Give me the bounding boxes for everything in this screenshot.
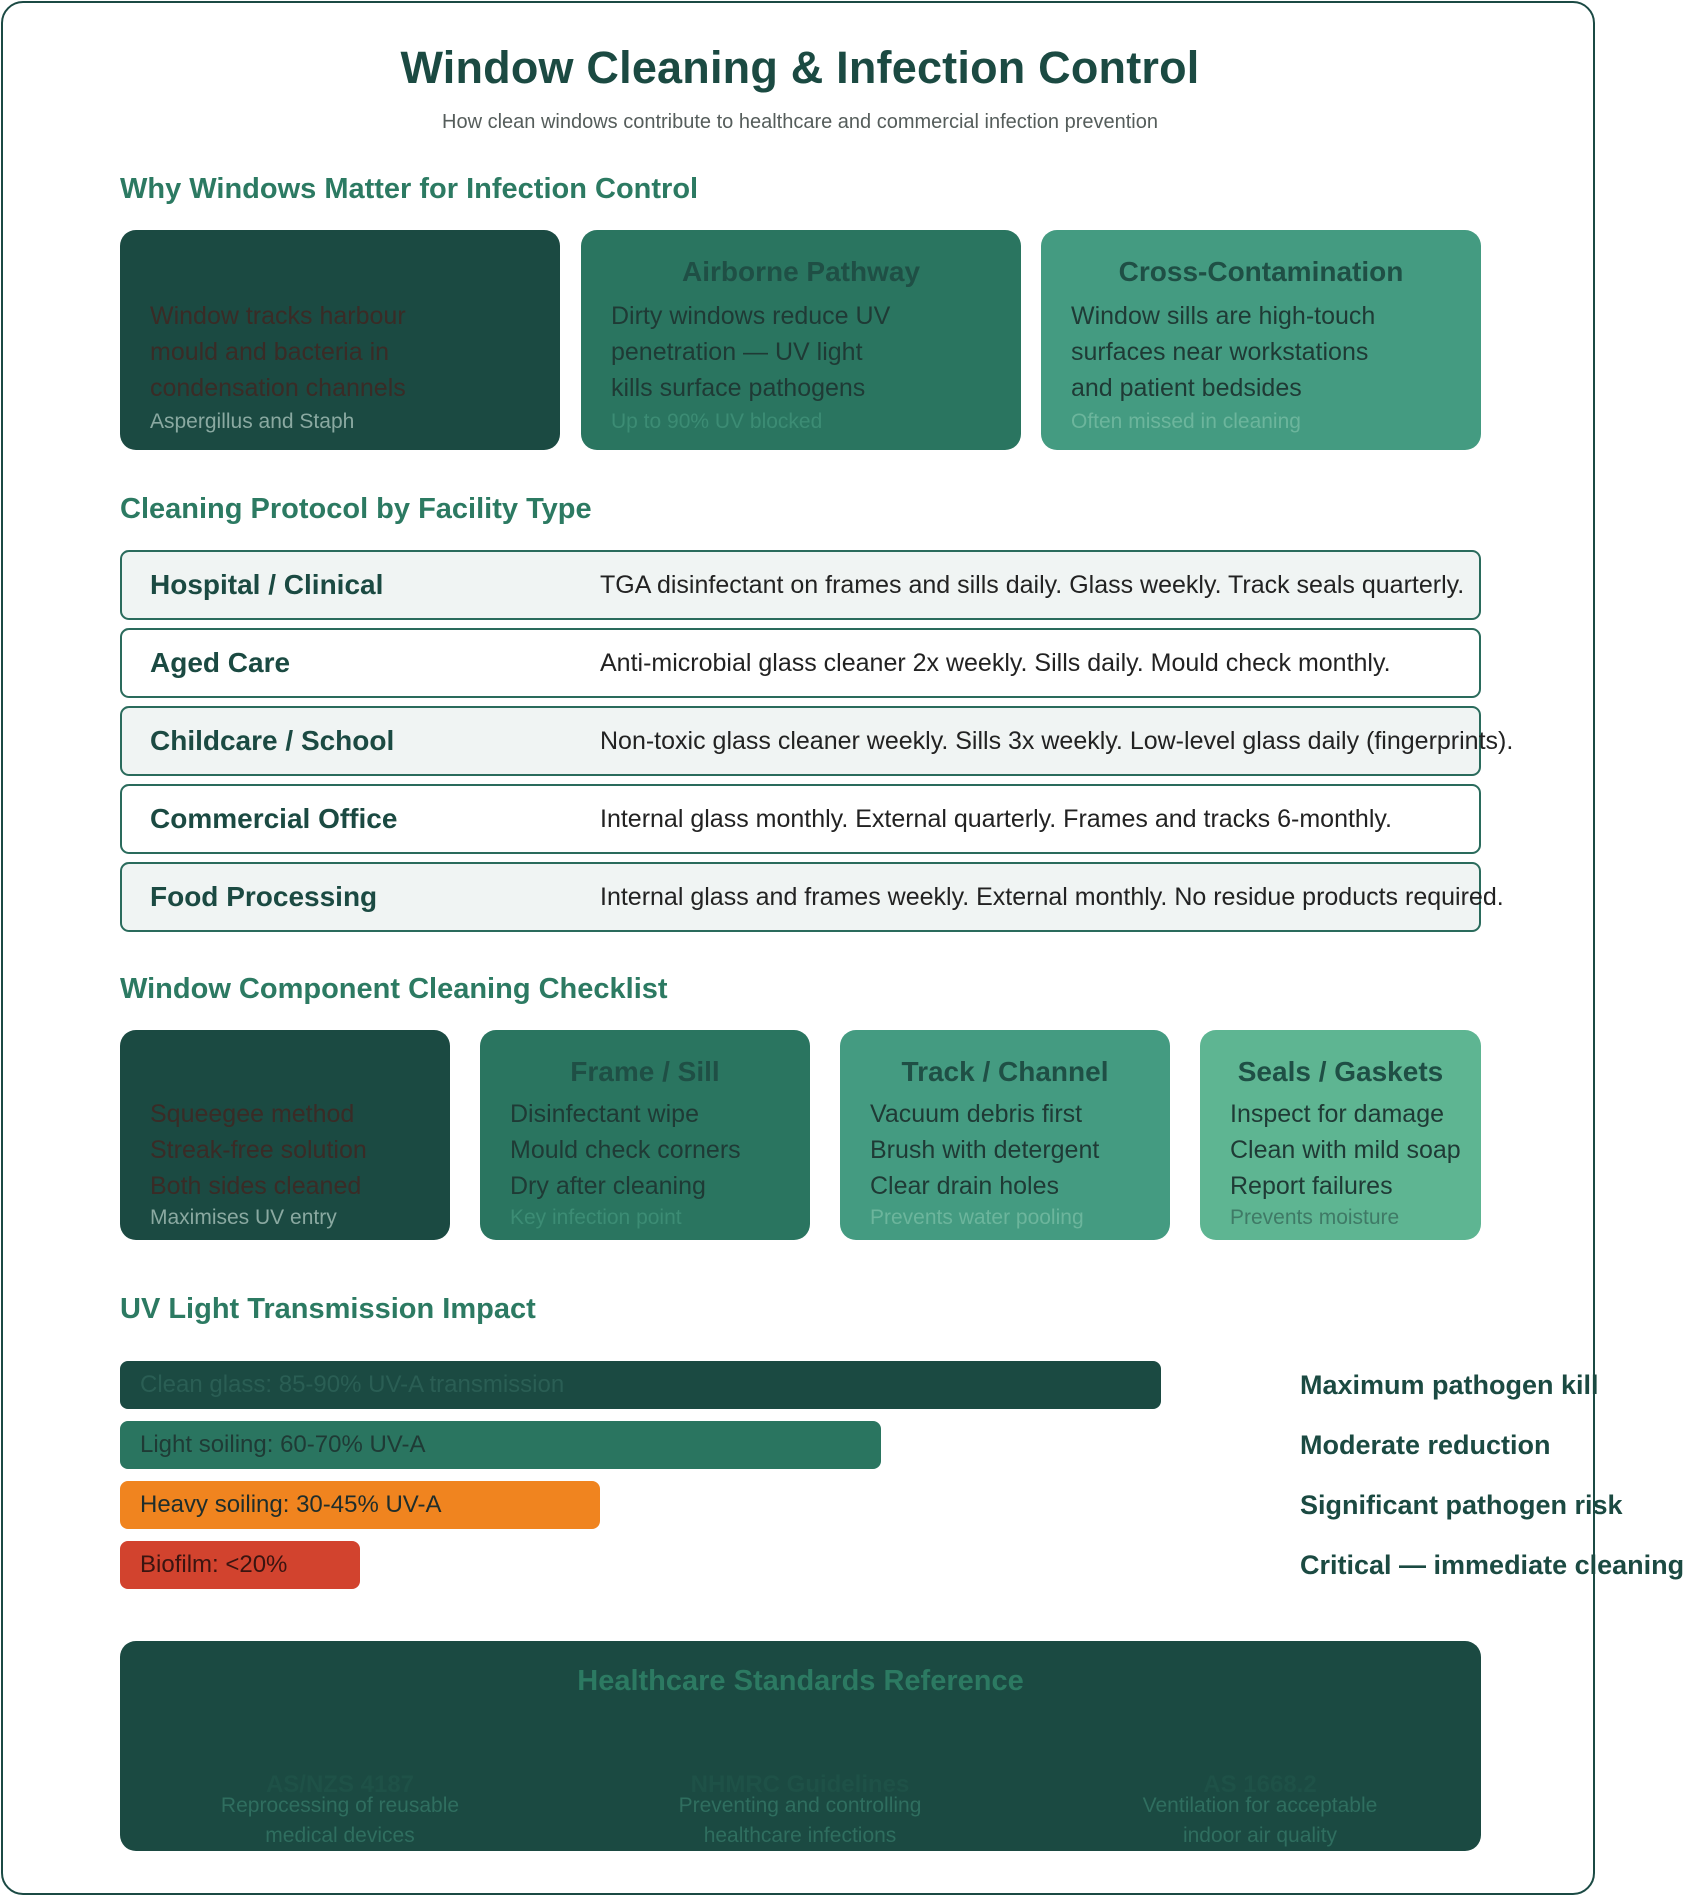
uv-impact-clean: Maximum pathogen kill [1300,1370,1599,1400]
checklist-card-note: Prevents water pooling [870,1206,1084,1229]
standard-description-line: healthcare infections [703,1824,897,1847]
uv-impact-biofilm: Critical — immediate cleaning [1300,1550,1684,1580]
why-card-line: penetration — UV light [611,338,863,366]
protocol-facility: Childcare / School [150,725,395,756]
section-title-why: Why Windows Matter for Infection Control [120,173,699,205]
standard-code: AS 1668.2 [1203,1771,1317,1798]
why-card-body [150,298,530,406]
checklist-card-title: Frame / Sill [570,1056,720,1087]
section-title-protocol: Cleaning Protocol by Facility Type [120,493,592,525]
why-card-note: Aspergillus and Staph [150,410,355,433]
checklist-item: Vacuum debris first [870,1100,1083,1128]
why-card-body [1071,298,1451,406]
standard-description-line: Preventing and controlling [678,1794,922,1817]
standard-item [170,1771,510,1851]
checklist-card-note: Key infection point [510,1206,682,1229]
uv-bar-biofilm: Biofilm: <20% [120,1541,360,1589]
uv-impact-light-soiling: Moderate reduction [1300,1430,1551,1460]
why-card-line: surfaces near workstations [1071,338,1369,366]
protocol-row-food [120,862,1504,932]
section-title-uv: UV Light Transmission Impact [120,1293,536,1325]
checklist-items [510,1096,780,1204]
checklist-item: Brush with detergent [870,1136,1100,1164]
why-card-airborne [581,230,1021,450]
checklist-card-frame-sill [480,1030,810,1240]
checklist-item: Clean with mild soap [1230,1136,1461,1164]
checklist-items [1230,1096,1461,1204]
standard-description [1090,1791,1430,1851]
standards-panel [120,1641,1481,1851]
protocol-facility: Hospital / Clinical [150,569,384,600]
protocol-row-hospital [120,550,1481,620]
uv-bar-heavy-soiling: Heavy soiling: 30-45% UV-A [120,1481,600,1529]
why-card-line: kills surface pathogens [611,374,866,402]
why-card-title: Airborne Pathway [681,256,921,287]
why-card-note: Up to 90% UV blocked [611,410,823,433]
why-card-body [611,298,991,406]
checklist-item: Both sides cleaned [150,1172,362,1200]
checklist-card-title [150,1052,420,1092]
why-card-line: and patient bedsides [1071,374,1302,402]
standard-code: AS/NZS 4187 [265,1771,415,1798]
checklist-items [870,1096,1140,1204]
standards-title: Healthcare Standards Reference [577,1665,1024,1697]
checklist-item: Squeegee method [150,1100,355,1128]
standard-item [1090,1771,1430,1851]
protocol-facility: Food Processing [150,881,378,912]
why-card-note: Often missed in cleaning [1071,410,1301,433]
why-card-title [150,252,530,292]
checklist-item: Dry after cleaning [510,1172,706,1200]
checklist-card-glass [120,1030,450,1240]
standard-item [630,1771,970,1851]
why-card-cross-contamination [1041,230,1481,450]
uv-impact-heavy-soiling: Significant pathogen risk [1300,1490,1623,1520]
checklist-card-note: Prevents moisture [1230,1206,1400,1229]
standard-description-line: medical devices [265,1824,415,1847]
standard-description-line: Reprocessing of reusable [220,1794,460,1817]
checklist-items [150,1096,420,1204]
standard-description [170,1791,510,1851]
standard-description-line: Ventilation for acceptable [1142,1794,1378,1817]
why-card-line: condensation channels [150,374,406,402]
why-card-title: Cross-Contamination [1118,256,1404,287]
why-card-line: Window sills are high-touch [1071,302,1376,330]
page-title: Window Cleaning & Infection Control [400,42,1200,93]
checklist-item: Disinfectant wipe [510,1100,699,1128]
checklist-item: Report failures [1230,1172,1393,1200]
protocol-description: TGA disinfectant on frames and sills daily. Glass weekly. Track seals quarterly. [600,571,1465,599]
checklist-card-note: Maximises UV entry [150,1206,337,1229]
why-card-line: mould and bacteria in [150,338,390,366]
uv-bar-light-soiling: Light soiling: 60-70% UV-A [120,1421,881,1469]
checklist-card-seals [1200,1030,1481,1240]
why-card-line: Window tracks harbour [150,302,406,330]
checklist-card-title: Track / Channel [901,1056,1109,1087]
standard-code: NHMRC Guidelines [690,1771,910,1798]
standard-description [630,1791,970,1851]
protocol-facility: Commercial Office [150,803,398,834]
checklist-card-track [840,1030,1170,1240]
protocol-description: Non-toxic glass cleaner weekly. Sills 3x weekly. Low-level glass daily (fingerprints). [600,727,1514,755]
section-title-checklist: Window Component Cleaning Checklist [120,973,668,1005]
protocol-description: Internal glass monthly. External quarterly. Frames and tracks 6-monthly. [600,805,1392,833]
protocol-description: Anti-microbial glass cleaner 2x weekly. Sills daily. Mould check monthly. [600,649,1391,677]
uv-bar-clean: Clean glass: 85-90% UV-A transmission [120,1361,1161,1409]
protocol-row-office [120,784,1481,854]
checklist-item: Clear drain holes [870,1172,1059,1200]
why-card-line: Dirty windows reduce UV [611,302,891,330]
page-subtitle: How clean windows contribute to healthcare and commercial infection prevention [442,111,1158,133]
protocol-row-aged-care [120,628,1481,698]
checklist-item: Streak-free solution [150,1136,367,1164]
why-card-mould [120,230,560,450]
protocol-facility: Aged Care [150,647,291,678]
checklist-item: Inspect for damage [1230,1100,1445,1128]
protocol-row-childcare [120,706,1514,776]
standard-description-line: indoor air quality [1182,1824,1338,1847]
checklist-card-title: Seals / Gaskets [1237,1056,1444,1087]
checklist-item: Mould check corners [510,1136,741,1164]
protocol-description: Internal glass and frames weekly. External monthly. No residue products required. [600,883,1504,911]
